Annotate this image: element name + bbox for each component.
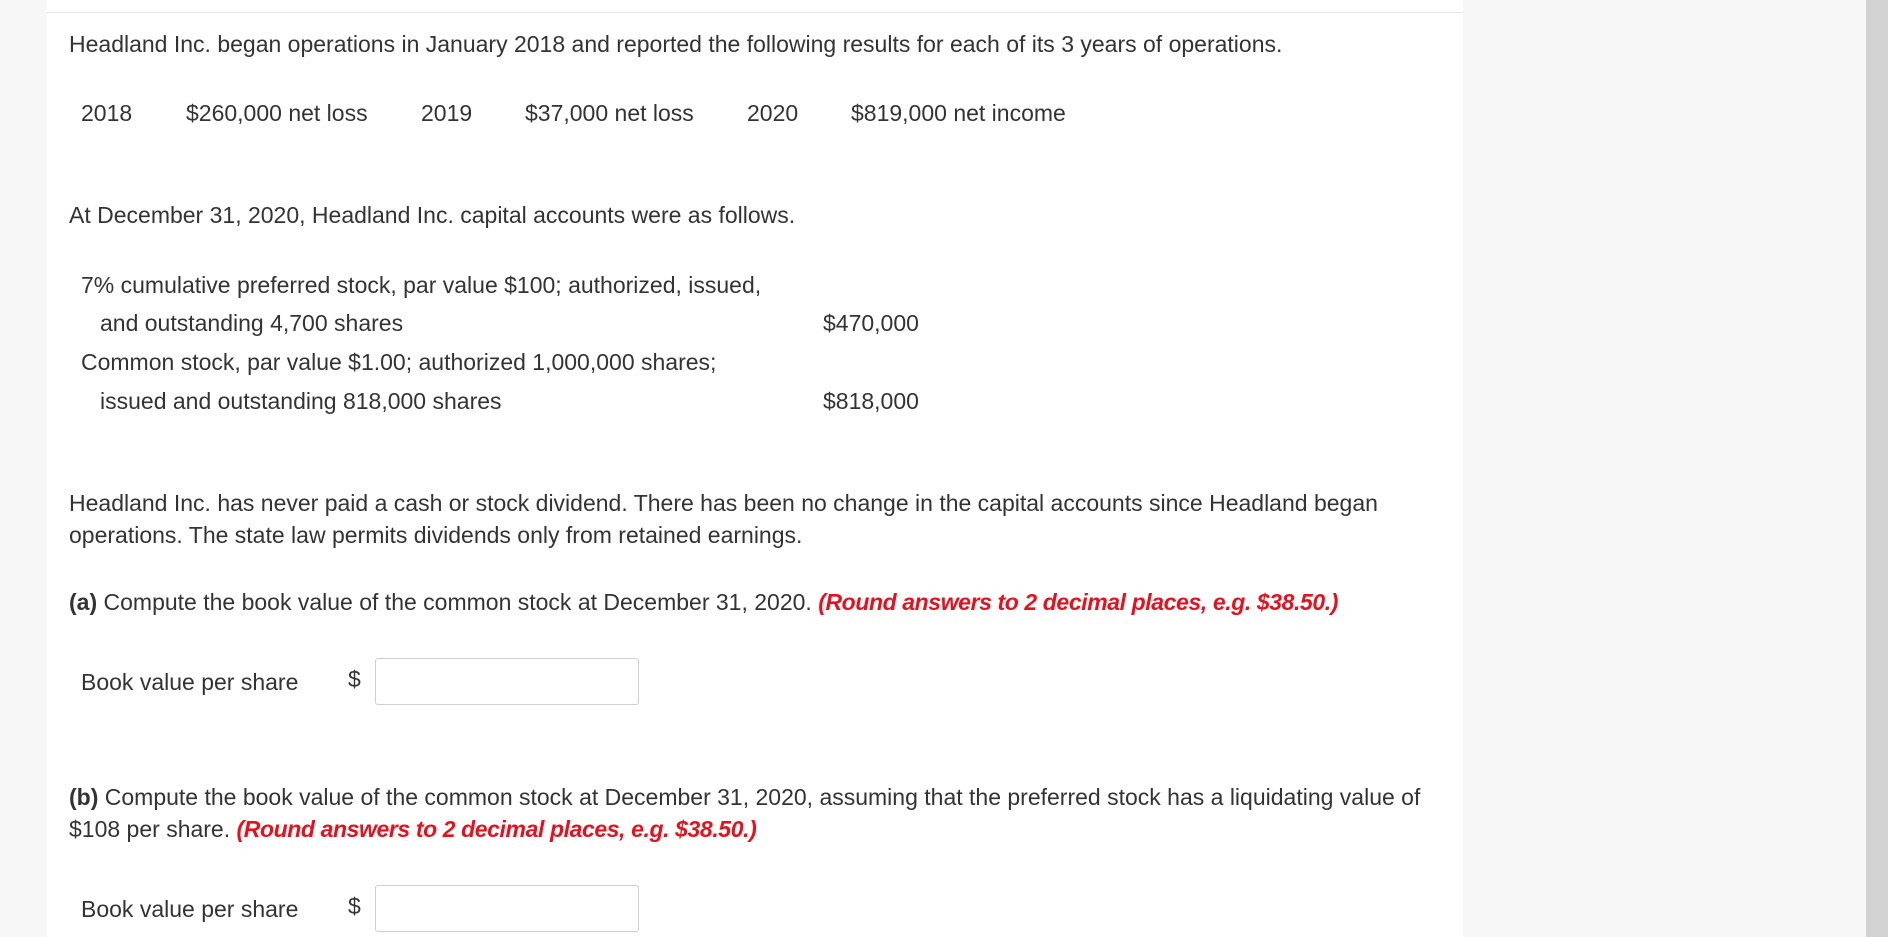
top-divider bbox=[47, 12, 1463, 13]
part-b-label: (b) bbox=[69, 784, 99, 810]
page-scrollbar[interactable] bbox=[1866, 0, 1888, 937]
part-b-instruction: (Round answers to 2 decimal places, e.g. $38.50.) bbox=[236, 816, 757, 842]
result-amount-2018: $260,000 net loss bbox=[186, 100, 368, 126]
part-a-instruction: (Round answers to 2 decimal places, e.g. $38.50.) bbox=[818, 589, 1339, 615]
part-a-label: (a) bbox=[69, 589, 98, 615]
preferred-stock-line2: and outstanding 4,700 shares bbox=[100, 310, 404, 336]
preferred-stock-line1: 7% cumulative preferred stock, par value $100; authorized, issued, bbox=[81, 272, 762, 298]
common-stock-line1: Common stock, par value $1.00; authorized 1,000,000 shares; bbox=[81, 349, 717, 375]
part-b-book-value-input[interactable] bbox=[375, 885, 639, 932]
result-amount-2020: $819,000 net income bbox=[851, 100, 1066, 126]
part-a-question-text: Compute the book value of the common stock at December 31, 2020. bbox=[103, 589, 812, 615]
dividend-note: Headland Inc. has never paid a cash or stock dividend. There has been no change in the capital accounts since Headland began operations. The state law permits dividends only from retained earnings. bbox=[69, 490, 1378, 548]
common-stock-amount: $818,000 bbox=[823, 388, 919, 414]
common-stock-line2: issued and outstanding 818,000 shares bbox=[100, 388, 502, 414]
capital-intro-text: At December 31, 2020, Headland Inc. capital accounts were as follows. bbox=[69, 202, 796, 228]
part-a-answer-label: Book value per share bbox=[81, 669, 299, 695]
part-b-answer-label: Book value per share bbox=[81, 896, 299, 922]
question-panel bbox=[47, 0, 1463, 937]
preferred-stock-amount: $470,000 bbox=[823, 310, 919, 336]
result-year-2018: 2018 bbox=[81, 100, 133, 126]
part-b-question-text: Compute the book value of the common stock at December 31, 2020, assuming that the preferred stock has a liquidating value of $108 per share. bbox=[69, 784, 1421, 842]
result-year-2020: 2020 bbox=[747, 100, 799, 126]
intro-text: Headland Inc. began operations in January 2018 and reported the following results for each of its 3 years of operations. bbox=[69, 31, 1283, 57]
part-b-currency-symbol: $ bbox=[348, 893, 361, 919]
result-year-2019: 2019 bbox=[421, 100, 473, 126]
part-a-currency-symbol: $ bbox=[348, 666, 361, 692]
result-amount-2019: $37,000 net loss bbox=[525, 100, 694, 126]
part-a-book-value-input[interactable] bbox=[375, 658, 639, 705]
part-b-question bbox=[69, 781, 1469, 845]
part-a-question bbox=[69, 586, 1469, 618]
